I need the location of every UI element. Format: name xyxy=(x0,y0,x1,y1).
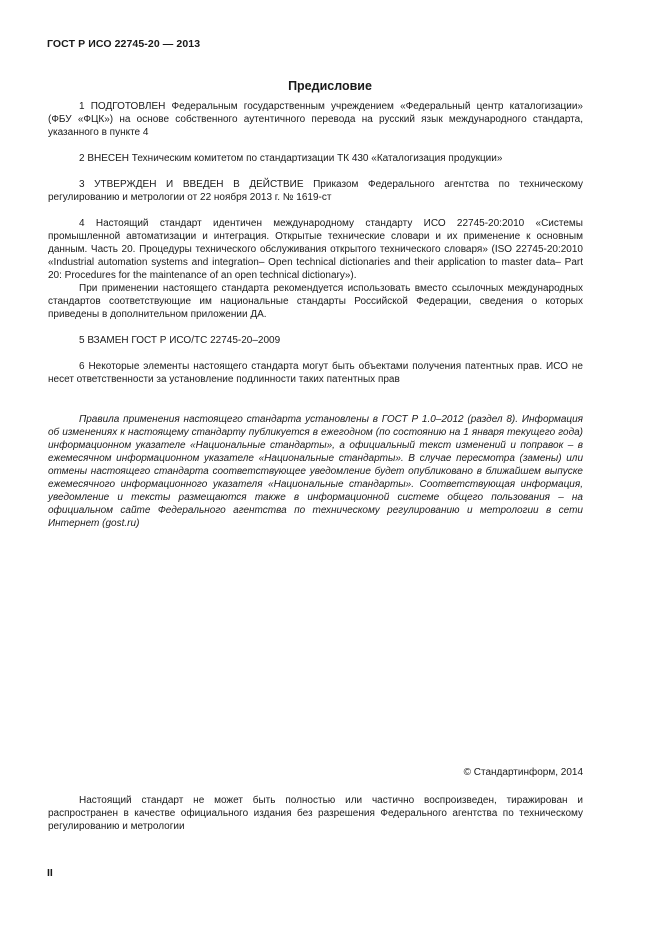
paragraph-3-approved: 3 УТВЕРЖДЕН И ВВЕДЕН В ДЕЙСТВИЕ Приказом Федерального агентства по техническому регулированию и метрологии от 22 ноября 2013 г. № 1619-ст xyxy=(48,179,583,203)
paragraph-1-prepared: 1 ПОДГОТОВЛЕН Федеральным государственным учреждением «Федеральный центр каталогизации» (ФБУ «ФЦК») на основе собственного аутентичного перевода на русский язык международного стандарта, указанного в пункте 4 xyxy=(48,101,583,138)
paragraph-6-patent-rights: 6 Некоторые элементы настоящего стандарта могут быть объектами получения патентных прав. ИСО не несет ответственности за установление подлинности таких патентных прав xyxy=(48,361,583,385)
foreword-content xyxy=(48,100,583,530)
document-code: ГОСТ Р ИСО 22745-20 — 2013 xyxy=(47,38,201,50)
paragraph-5-replaces: 5 ВЗАМЕН ГОСТ Р ИСО/ТС 22745-20–2009 xyxy=(79,335,281,346)
reprint-notice: Настоящий стандарт не может быть полностью или частично воспроизведен, тиражирован и распространен в качестве официального издания без разрешения Федерального агентства по техническому регулированию и метрологии xyxy=(48,795,583,832)
paragraph-2-introduced: 2 ВНЕСЕН Техническим комитетом по стандартизации ТК 430 «Каталогизация продукции» xyxy=(79,153,503,164)
paragraph-4-application-note: При применении настоящего стандарта рекомендуется использовать вместо ссылочных международных стандартов соответствующие им национальные стандарты Российской Федерации, сведения о которых приведены в дополнительном приложении ДА. xyxy=(48,283,583,320)
page-number: II xyxy=(47,867,53,879)
page-title: Предисловие xyxy=(288,79,372,93)
copyright-notice: © Стандартинформ, 2014 xyxy=(463,767,583,778)
application-rules-notice: Правила применения настоящего стандарта установлены в ГОСТ Р 1.0–2012 (раздел 8). Информация об изменениях к настоящему стандарту публикуется в ежегодном (по состоянию на 1 января текущего года) информационном указателе «Национальные стандарты», а официальный текст изменений и поправок – в ежемесячном информационном указателе «Национальные стандарты». В случае пересмотра (замены) или отмены настоящего стандарта соответствующее уведомление будет опубликовано в ближайшем выпуске ежемесячного информационного указателя «Национальные стандарты». Соответствующая информация, уведомление и тексты размещаются также в информационной системе общего пользования – на официальном сайте Федерального агентства по техническому регулированию и метрологии в сети Интернет (gost.ru) xyxy=(48,414,583,529)
paragraph-4-identical: 4 Настоящий стандарт идентичен международному стандарту ИСО 22745-20:2010 «Системы промышленной автоматизации и интеграция. Открытые технические словари и их применение к основным данным. Часть 20. Процедуры технического обслуживания открытого технического словаря» (ISO 22745-20:2010 «Industrial automation systems and integration– Open technical dictionaries and their application to master data– Part 20: Procedures for the maintenance of an open technical dictionary»). xyxy=(48,218,583,281)
